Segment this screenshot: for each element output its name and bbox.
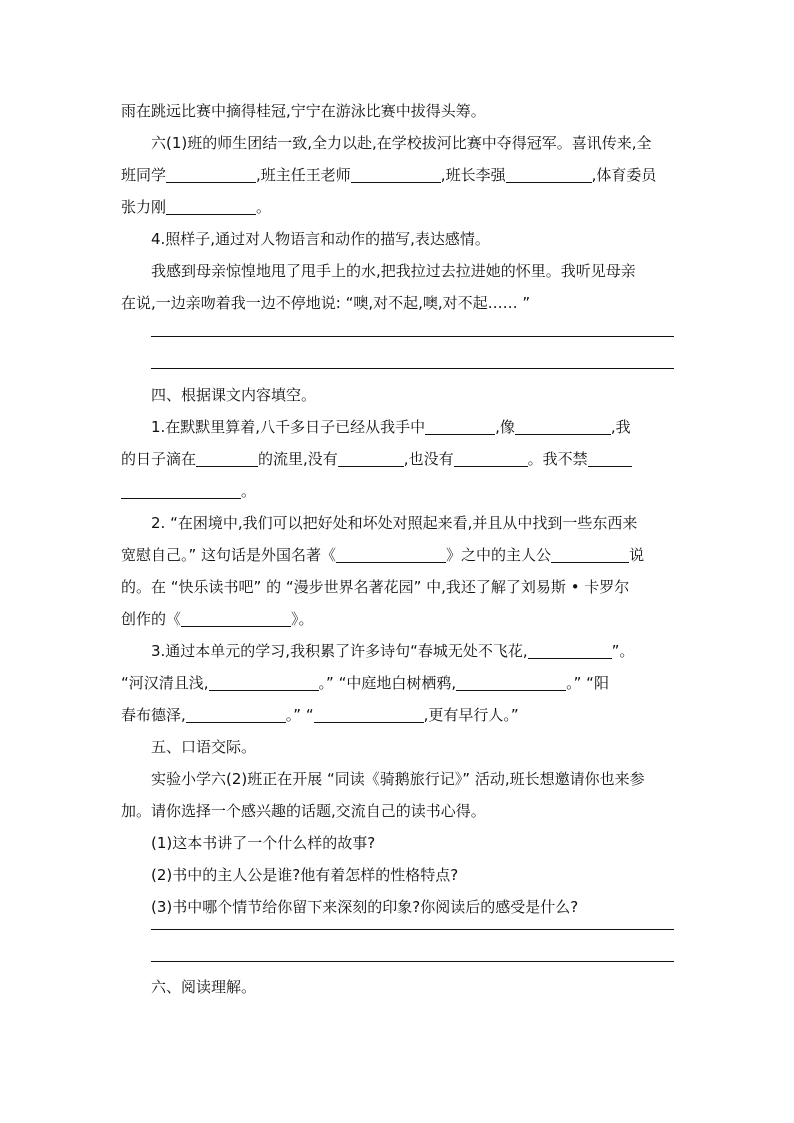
text-line: 。 (121, 481, 681, 501)
text-line: 张力刚 。 (121, 198, 272, 216)
text-line: 创作的《 》。 (121, 610, 314, 628)
text-line: 班同学 ,班主任王老师 ,班长李强 ,体育委员 (121, 166, 657, 184)
text-line: 宽慰自己。” 这句话是外国名著《 》之中的主人公 说 (121, 546, 645, 564)
section-heading: 五、口语交际。 (151, 738, 257, 756)
answer-blank[interactable] (181, 610, 291, 627)
text-line: 在说,一边亲吻着我一边不停地说: “噢,对不起,噢,对不起…… ” (121, 294, 531, 312)
answer-line[interactable] (151, 368, 674, 369)
answer-blank[interactable] (528, 642, 612, 659)
answer-blank[interactable] (515, 418, 611, 435)
text-line: 我感到母亲惊惶地甩了甩手上的水,把我拉过去拉进她的怀里。我听见母亲 (151, 262, 636, 280)
text-line: 1.在默默里算着,八千多日子已经从我手中 ,像 ,我 (151, 418, 631, 436)
answer-blank[interactable] (196, 450, 258, 467)
answer-blank[interactable] (166, 166, 256, 183)
answer-blank[interactable] (209, 674, 319, 691)
text-line: 六(1)班的师生团结一致,全力以赴,在学校拔河比赛中夺得冠军。喜讯传来,全 (151, 134, 652, 152)
text-line: 实验小学六(2)班正在开展 “同读《骑鹅旅行记》” 活动,班长想邀请你也来参 (151, 770, 645, 788)
answer-blank[interactable] (551, 546, 629, 563)
prompt-item: (2)书中的主人公是谁?他有着怎样的性格特点? (151, 866, 459, 884)
question-heading: 4.照样子,通过对人物语言和动作的描写,表达感情。 (151, 230, 490, 248)
answer-blank[interactable] (186, 706, 286, 723)
answer-blank[interactable] (314, 706, 424, 723)
section-heading: 四、根据课文内容填空。 (151, 386, 317, 404)
answer-blank[interactable] (336, 546, 446, 563)
text-line: 2. “在困境中,我们可以把好处和坏处对照起来看,并且从中找到一些东西来 (151, 514, 638, 532)
text-line: 雨在跳远比赛中摘得桂冠,宁宁在游泳比赛中拔得头筹。 (121, 102, 486, 120)
prompt-item: (1)这本书讲了一个什么样的故事? (151, 834, 376, 852)
answer-blank[interactable] (166, 198, 256, 215)
text-line: 3.通过本单元的学习,我积累了许多诗句“春城无处不飞花, ”。 (151, 642, 635, 660)
answer-line[interactable] (151, 929, 674, 930)
text-line: 的日子滴在 的流里,没有 ,也没有 。我不禁 (121, 449, 681, 469)
answer-blank[interactable] (351, 166, 441, 183)
text-line: 加。请你选择一个感兴趣的话题,交流自己的读书心得。 (121, 802, 486, 820)
answer-blank[interactable] (338, 450, 404, 467)
answer-blank[interactable] (456, 674, 566, 691)
answer-blank[interactable] (425, 418, 495, 435)
prompt-item: (3)书中哪个情节给你留下来深刻的印象?你阅读后的感受是什么? (151, 898, 579, 916)
answer-line[interactable] (151, 336, 674, 337)
answer-line[interactable] (151, 961, 674, 962)
answer-blank[interactable] (121, 482, 241, 499)
text-line: 春布德泽, 。” “ ,更有早行人。” (121, 706, 519, 724)
answer-blank[interactable] (506, 166, 592, 183)
answer-blank[interactable] (454, 450, 528, 467)
text-line: 的。在 “快乐读书吧” 的 “漫步世界名著花园” 中,我还了解了刘易斯 • 卡罗尔 (121, 578, 630, 596)
section-heading: 六、阅读理解。 (151, 978, 257, 996)
text-line: “河汉清且浅, 。” “中庭地白树栖鸦, 。” “阳 (121, 674, 609, 692)
answer-blank[interactable] (588, 450, 632, 467)
